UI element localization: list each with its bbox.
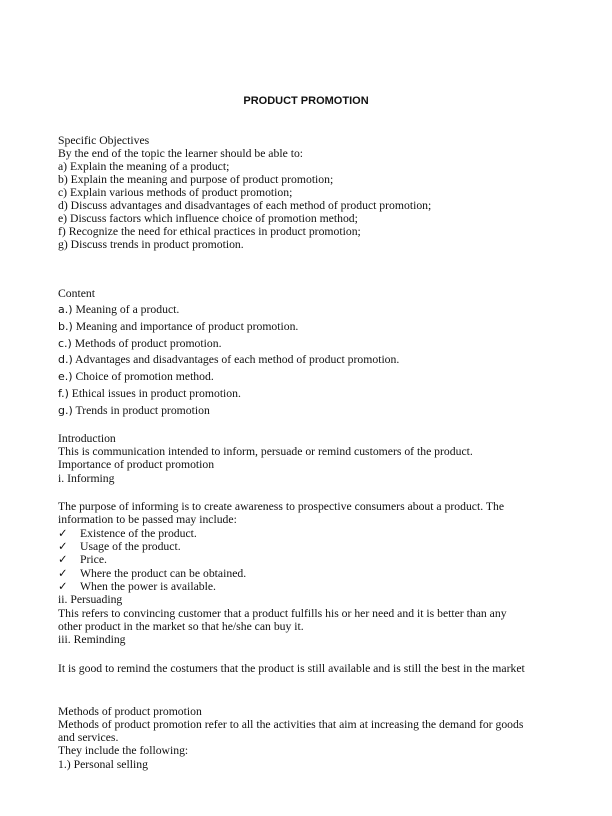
content-item (58, 337, 222, 350)
content-item-label: e.) (58, 370, 73, 383)
content-item-label: d.) (58, 353, 73, 366)
methods-text: They include the following: (58, 744, 189, 757)
objective-item: f) Recognize the need for ethical practices in product promotion; (58, 225, 361, 238)
check-icon: ✓ (58, 553, 68, 566)
checklist-text: Usage of the product. (80, 540, 181, 553)
methods-item: 1.) Personal selling (58, 758, 148, 771)
content-item-text: Meaning and importance of product promotion. (72, 320, 299, 333)
objective-item: a) Explain the meaning of a product; (58, 160, 230, 173)
informing-text: information to be passed may include: (58, 513, 237, 526)
content-item (58, 387, 241, 400)
objective-item: d) Discuss advantages and disadvantages of each method of product promotion; (58, 199, 432, 212)
checklist-text: When the power is available. (80, 580, 216, 593)
methods-text: and services. (58, 731, 119, 744)
informing-heading: i. Informing (58, 472, 115, 485)
content-item (58, 320, 298, 333)
content-heading: Content (58, 287, 96, 300)
methods-heading: Methods of product promotion (58, 705, 202, 718)
content-item-text: Ethical issues in product promotion. (68, 387, 241, 400)
check-icon: ✓ (58, 567, 68, 580)
content-item-label: f.) (58, 387, 69, 400)
objective-item: g) Discuss trends in product promotion. (58, 238, 244, 251)
content-item (58, 303, 179, 316)
persuading-heading: ii. Persuading (58, 593, 123, 606)
content-item-label: c.) (58, 337, 72, 350)
checklist-item (58, 567, 246, 580)
content-item-text: Meaning of a product. (72, 303, 180, 316)
checklist-item (58, 540, 181, 553)
checklist-item (58, 580, 216, 593)
content-item-label: g.) (58, 404, 73, 417)
introduction-text: This is communication intended to inform, persuade or remind customers of the product. (58, 445, 473, 458)
reminding-text: It is good to remind the costumers that the product is still available and is still the best in the market (58, 662, 525, 675)
objectives-heading: Specific Objectives (58, 134, 150, 147)
checklist-item (58, 527, 197, 540)
content-item (58, 370, 214, 383)
introduction-heading: Introduction (58, 432, 116, 445)
reminding-heading: iii. Reminding (58, 633, 126, 646)
content-item-text: Methods of product promotion. (71, 337, 222, 350)
checklist-item (58, 553, 107, 566)
persuading-text: other product in the market so that he/she can buy it. (58, 620, 304, 633)
informing-text: The purpose of informing is to create awareness to prospective consumers about a product. The (58, 500, 505, 513)
content-item-text: Trends in product promotion (72, 404, 210, 417)
check-icon: ✓ (58, 540, 68, 553)
importance-heading: Importance of product promotion (58, 458, 215, 471)
checklist-text: Where the product can be obtained. (80, 567, 247, 580)
methods-text: Methods of product promotion refer to all the activities that aim at increasing the demand for goods (58, 718, 524, 731)
objectives-intro: By the end of the topic the learner should be able to: (58, 147, 304, 160)
content-item-text: Choice of promotion method. (72, 370, 214, 383)
content-item-text: Advantages and disadvantages of each method of product promotion. (72, 353, 400, 366)
page-title: PRODUCT PROMOTION (243, 95, 369, 107)
check-icon: ✓ (58, 527, 68, 540)
objective-item: e) Discuss factors which influence choice of promotion method; (58, 212, 358, 225)
checklist-text: Existence of the product. (80, 527, 197, 540)
content-item (58, 404, 210, 417)
persuading-text: This refers to convincing customer that a product fulfills his or her need and it is better than any (58, 607, 507, 620)
content-item-label: b.) (58, 320, 73, 333)
check-icon: ✓ (58, 580, 68, 593)
objective-item: b) Explain the meaning and purpose of product promotion; (58, 173, 334, 186)
content-item (58, 353, 399, 366)
content-item-label: a.) (58, 303, 73, 316)
objective-item: c) Explain various methods of product promotion; (58, 186, 293, 199)
checklist-text: Price. (80, 553, 107, 566)
